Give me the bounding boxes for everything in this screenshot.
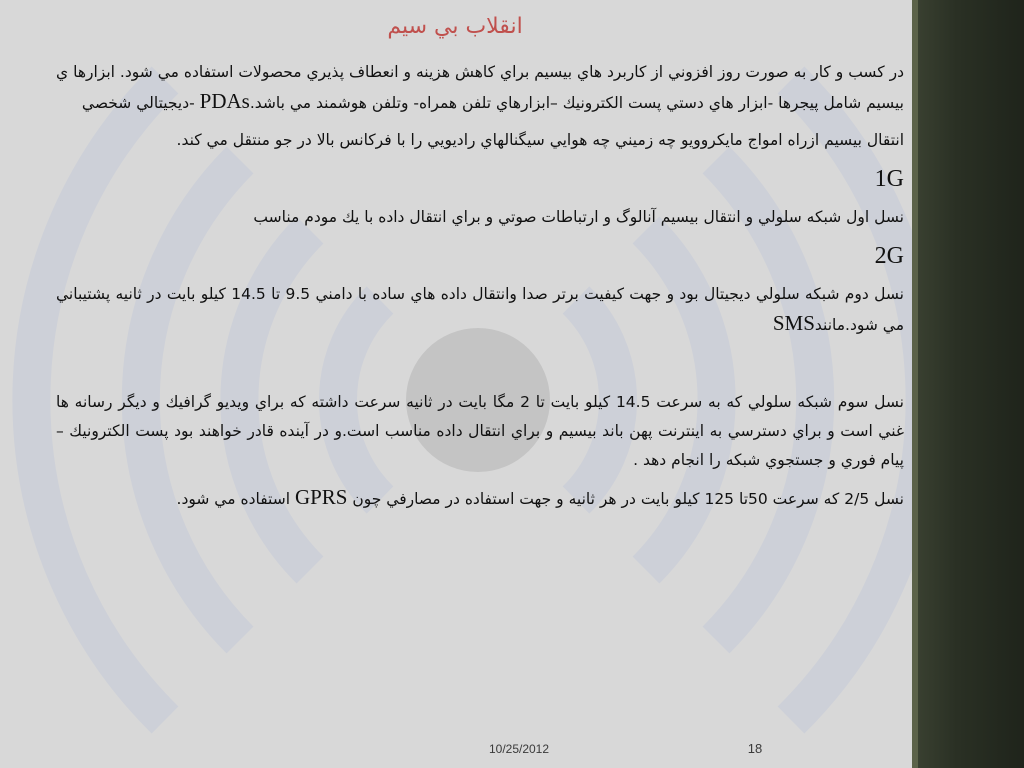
spacer [56,348,904,388]
heading-1g: 1G [874,166,904,192]
paragraph-text: نسل دوم شبكه سلولي ديجيتال بود و جهت كيفيت برتر صدا وانتقال داده هاي ساده با دامني 9.5 تا 14.5 كيلو بايت در ثانيه پشتيباني مي شود.مانند [56,285,904,334]
pdas-term: PDAs [199,89,250,113]
gprs-term: GPRS [294,485,348,509]
paragraph-2g [56,280,904,340]
paragraph-text: نسل 2/5 كه سرعت 50تا 125 كيلو بايت در هر ثانيه و جهت استفاده در مصارفي چون [347,490,904,508]
paragraph-2-5g [56,483,904,514]
paragraph-text: استفاده مي شود. [176,490,295,508]
slide-body [56,58,904,522]
paragraph-text: در كسب و كار به صورت روز افزوني از كاربرد هاي بيسيم براي كاهش هزينه و انعطاف پذيري محصولات استفاده مي شود. ابزارها ي بيسيم شامل پيجرها -ابزار هاي دستي پست الكترونيك –ابزارهاي تلفن همراه- وتلفن هوشمند مي باشد. [56,63,904,112]
paragraph-3g: نسل سوم شبكه سلولي كه به سرعت 14.5 كيلو بايت تا 2 مگا بايت در ثانيه سرعت داشته كه براي ويديو گرافيك و ديگر رسانه ها غني است و براي دسترسي به اينترنت پهن باند بيسيم و براي انتقال داده مناسب است.و در آينده قادر خواهند بود پست الكترونيك –پيام فوري و جستجوي شبكه را انجام دهد . [56,393,904,469]
paragraph-transmission: انتقال بيسيم ازراه امواج مايكروويو چه زميني چه هوايي سيگنالهاي راديويي را با فركانس بالا در جو منتقل مي كند. [176,131,904,149]
paragraph-1g: نسل اول شبكه سلولي و انتقال بيسيم آنالوگ و ارتباطات صوتي و براي انتقال داده با يك مودم مناسب [253,208,904,226]
heading-2g: 2G [874,243,904,269]
decorative-side-bar [912,0,1024,768]
slide-number: 18 [747,741,763,756]
paragraph-text: -ديجيتالي شخصي [81,94,200,112]
sms-term: SMS [772,311,815,335]
slide-title: انقلاب بي سيم [387,14,523,39]
footer-date: 10/25/2012 [488,742,550,756]
paragraph-wireless-tools [56,58,904,118]
